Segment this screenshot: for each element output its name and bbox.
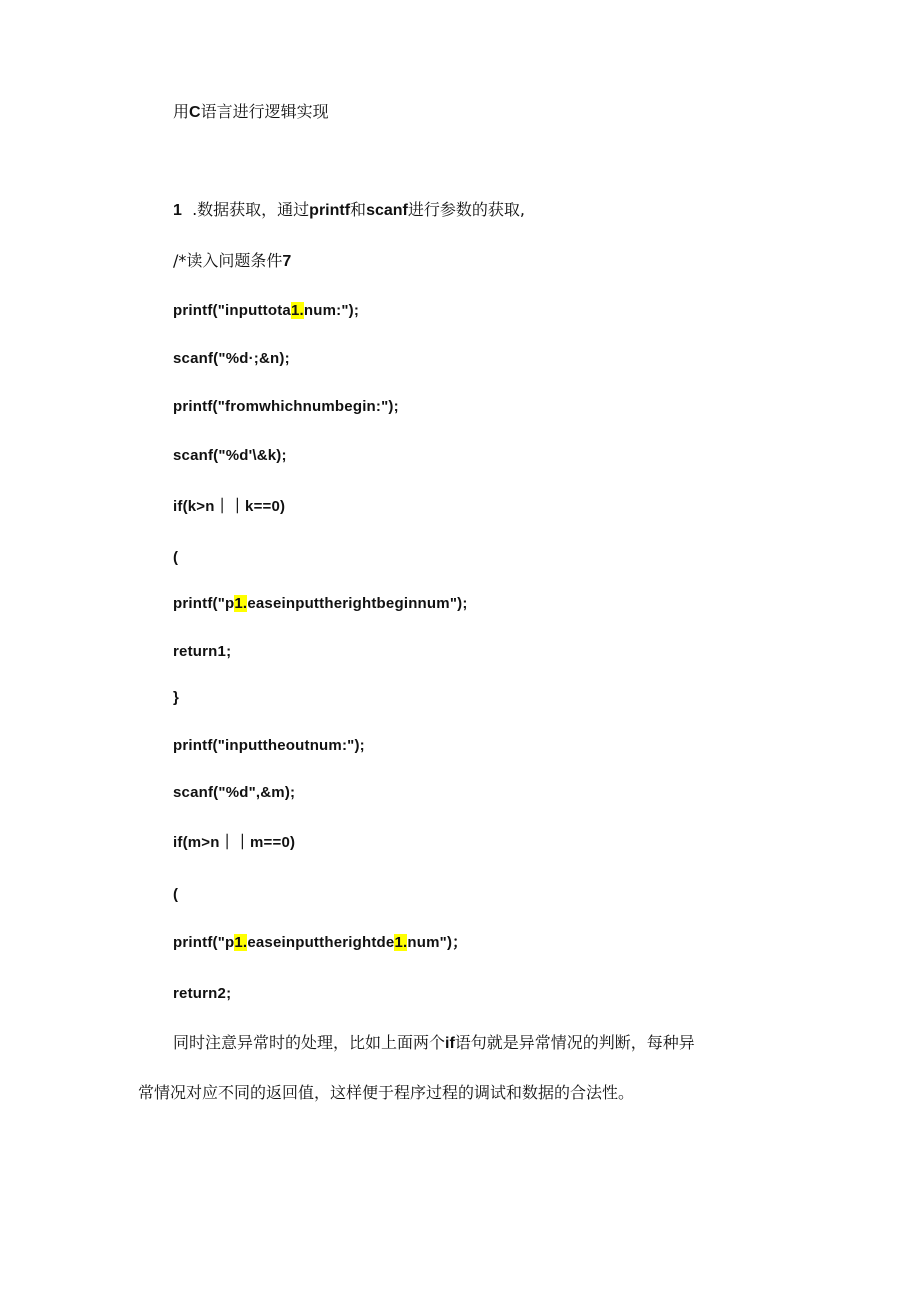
paragraph-text: 同时注意异常时的处理，比如上面两个 bbox=[173, 1033, 446, 1052]
code-highlight: 1. bbox=[290, 302, 304, 319]
code-line-6: ( bbox=[173, 549, 179, 566]
comment-line bbox=[173, 251, 291, 272]
paragraph-bold: if bbox=[445, 1035, 455, 1052]
paragraph-line-1 bbox=[173, 1033, 695, 1054]
heading-pre: 用 bbox=[173, 102, 190, 121]
code-line-8: return1; bbox=[173, 643, 232, 660]
code-text: easeinputtherightbeginnum"); bbox=[247, 595, 468, 612]
code-text: printf("p bbox=[173, 595, 235, 612]
code-text: printf("inputtota bbox=[173, 302, 291, 319]
code-line-5: if(k>n｜｜k==0) bbox=[173, 498, 286, 515]
code-line-11: scanf("%d",&m); bbox=[173, 784, 296, 801]
paragraph-text: 语句就是异常情况的判断，每种异 bbox=[454, 1033, 695, 1052]
code-line-1 bbox=[173, 301, 359, 321]
step-text-1: .数据获取，通过 bbox=[192, 200, 310, 219]
code-line-9: } bbox=[173, 689, 180, 706]
code-line-10: printf("inputtheoutnum:"); bbox=[173, 737, 365, 754]
code-highlight: 1. bbox=[234, 934, 248, 951]
step-number: 1 bbox=[173, 202, 182, 219]
code-text: num:"); bbox=[303, 302, 360, 319]
step-text-3: 进行参数的获取, bbox=[407, 200, 525, 219]
code-highlight: 1. bbox=[394, 934, 408, 951]
heading-post: 语言进行逻辑实现 bbox=[200, 102, 329, 121]
code-line-7 bbox=[173, 594, 468, 614]
code-highlight: 1. bbox=[234, 595, 248, 612]
code-line-14 bbox=[173, 933, 467, 953]
code-line-2: scanf("%d·;&n); bbox=[173, 350, 290, 367]
code-text: num")； bbox=[407, 934, 468, 951]
step-bold-scanf: scanf bbox=[366, 202, 408, 219]
code-line-4: scanf("%d'\&k); bbox=[173, 447, 287, 464]
step-1-line bbox=[173, 200, 525, 221]
step-bold-printf: printf bbox=[309, 202, 351, 219]
code-line-3: printf("fromwhichnumbegin:"); bbox=[173, 398, 399, 415]
comment-bold: 7 bbox=[282, 253, 292, 270]
heading-bold: C bbox=[189, 104, 201, 121]
code-text: easeinputtherightde bbox=[247, 934, 395, 951]
code-line-13: ( bbox=[173, 886, 179, 903]
section-heading bbox=[173, 102, 329, 123]
code-line-15: return2; bbox=[173, 985, 232, 1002]
code-line-12: if(m>n｜｜m==0) bbox=[173, 834, 296, 851]
step-text-2: 和 bbox=[350, 200, 367, 219]
code-text: printf("p bbox=[173, 934, 235, 951]
comment-pre: /*读入问题条件 bbox=[173, 251, 283, 270]
paragraph-line-2: 常情况对应不同的返回值，这样便于程序过程的调试和数据的合法性。 bbox=[138, 1083, 635, 1102]
